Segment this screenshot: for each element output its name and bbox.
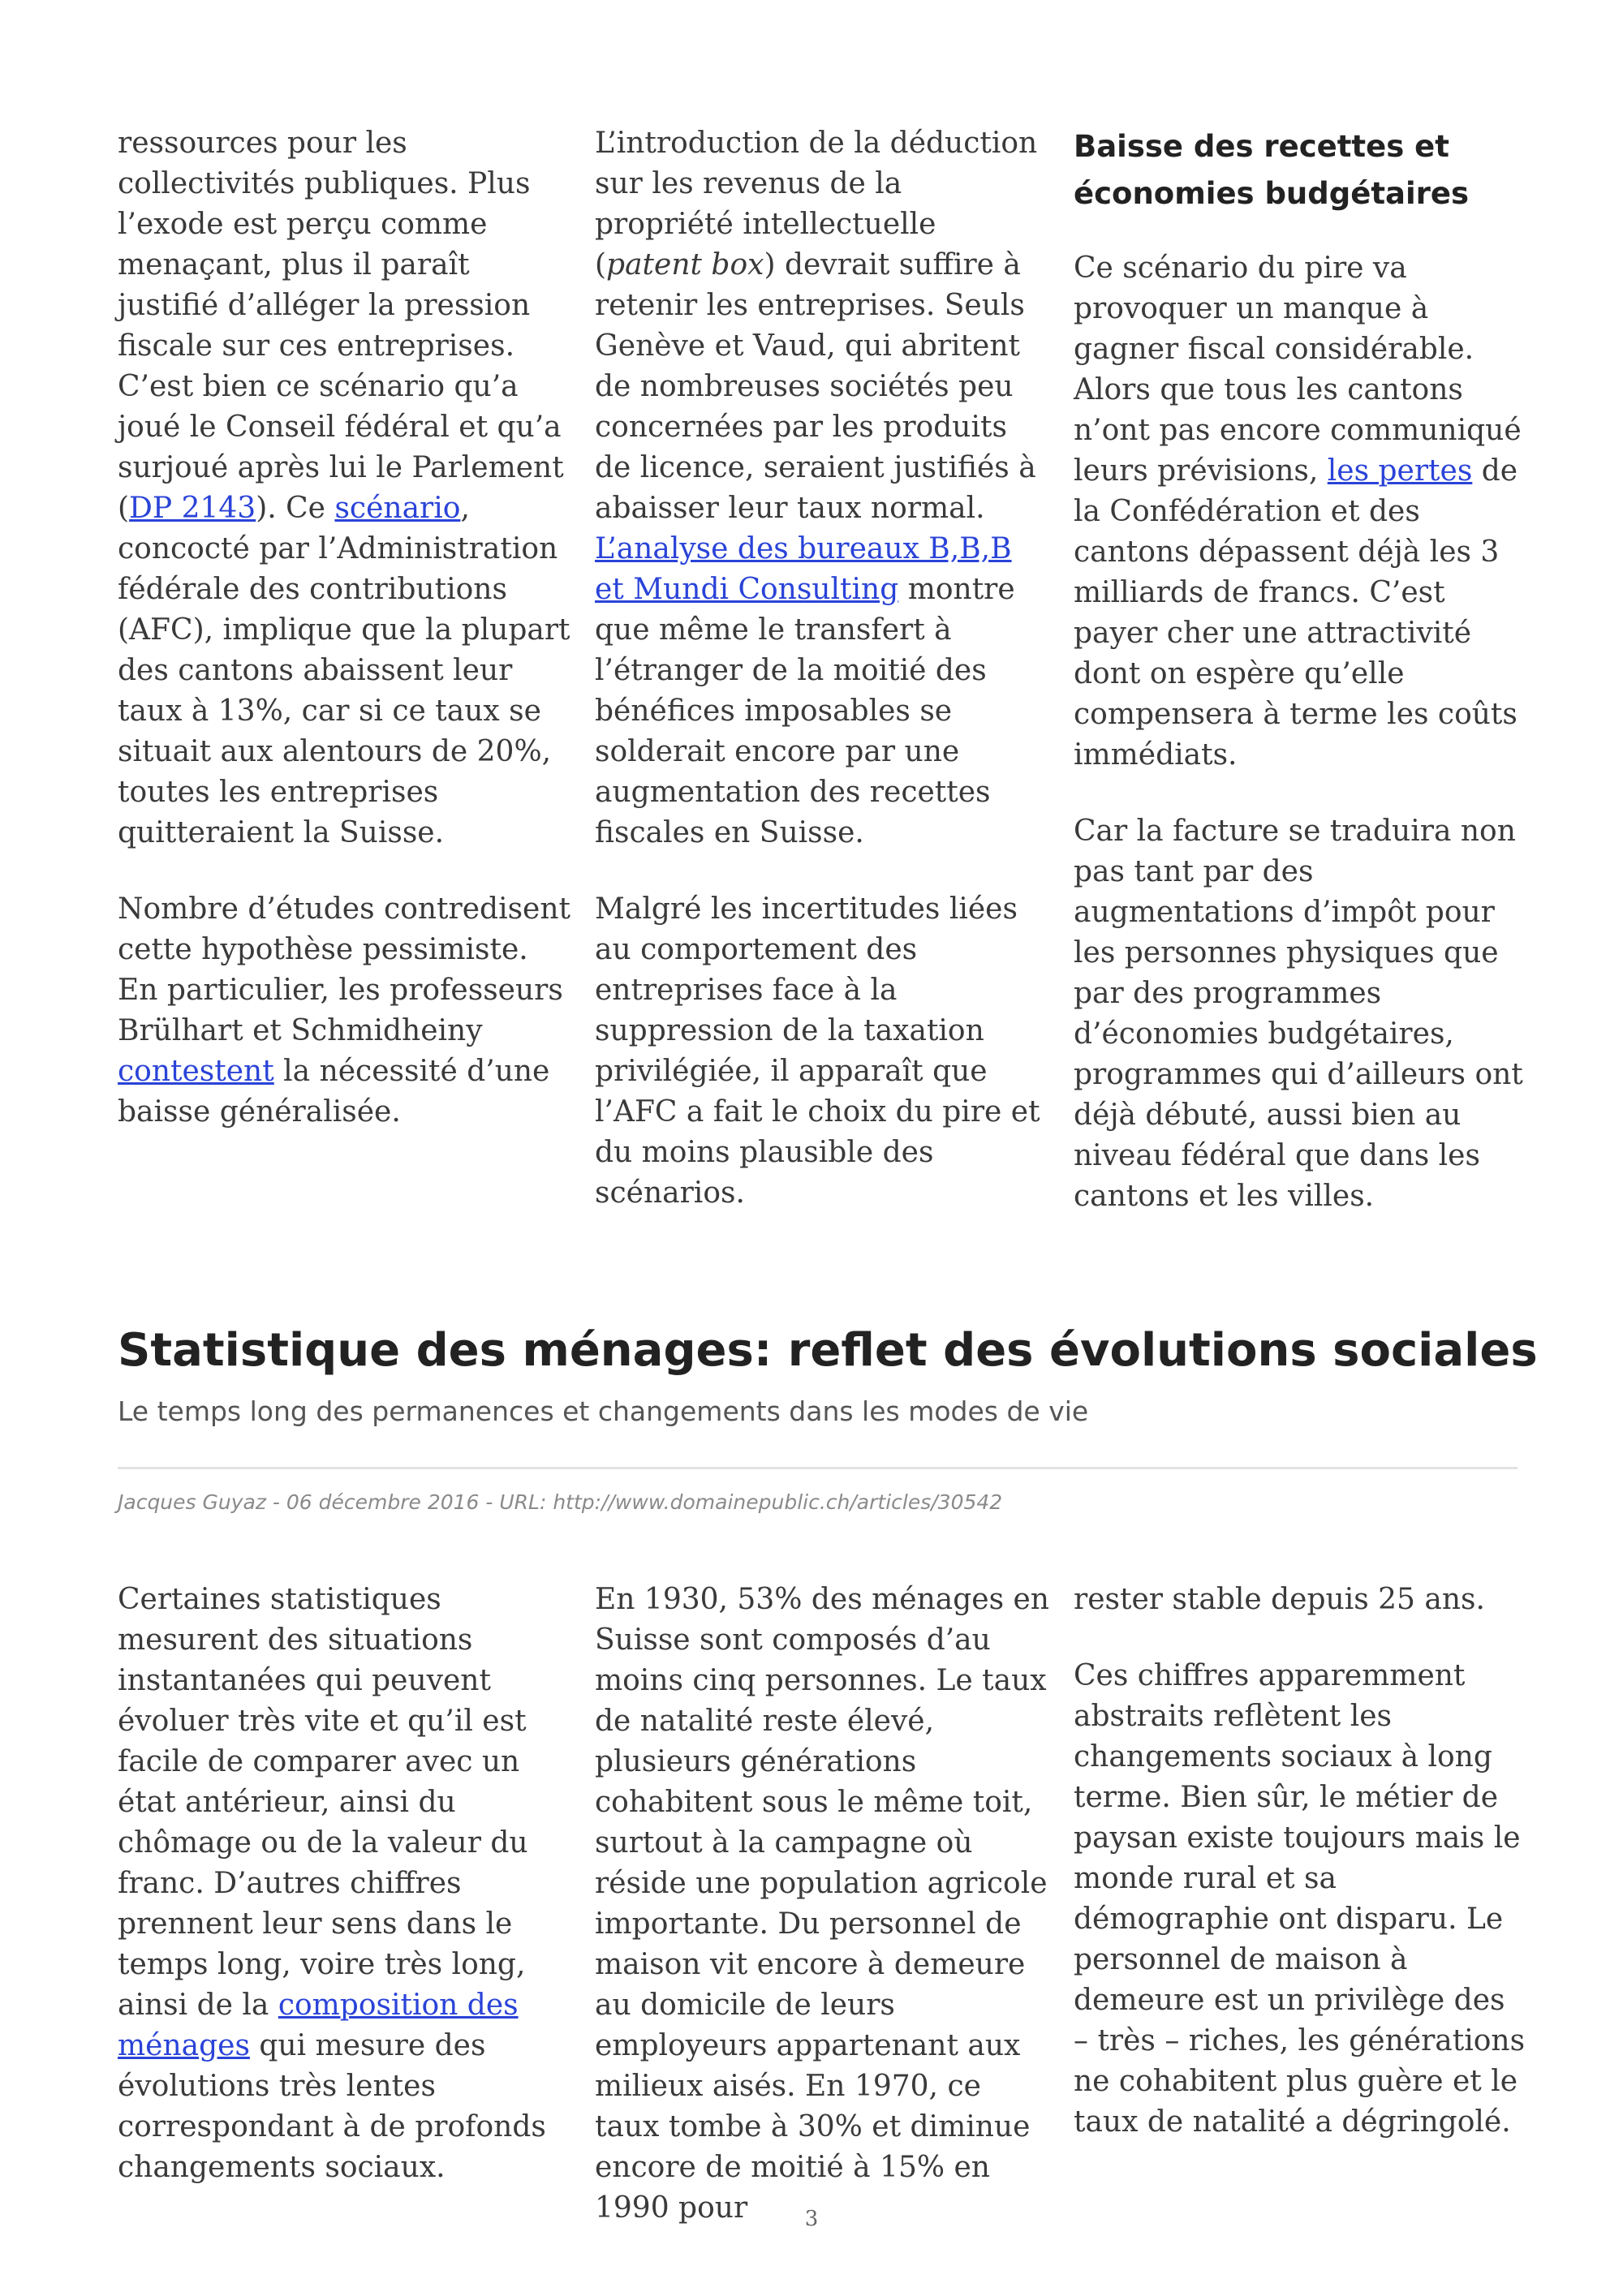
- text-run: qui mesure des évolutions très lentes correspondant à de profonds changements sociaux.: [118, 2029, 546, 2184]
- article2-col3-paragraph-2: Ces chiffres apparemment abstraits reflètent les changements sociaux à long terme. Bien sûr, le métier de paysan existe toujours mais le monde rural et sa démographie ont disparu. Le personnel de maison à demeure est un privilège des – très – riches, les générations ne cohabitent plus guère et le taux de natalité a dégringolé.: [1074, 1659, 1526, 2139]
- article1-col2-paragraph-2: Malgré les incertitudes liées au comportement des entreprises face à la suppression de la taxation privilégiée, il apparaît que l’AFC a fait le choix du pire et du moins plausible des scénarios.: [595, 892, 1040, 1210]
- article1-col2-paragraph-1: [595, 123, 1049, 853]
- text-run: de la Confédération et des cantons dépassent déjà les 3 milliards de francs. C’est payer cher une attractivité dont on espère qu’elle compensera à terme les coûts immédiats.: [1074, 454, 1518, 772]
- section-heading: Baisse des recettes et économies budgétaires: [1074, 129, 1470, 211]
- text-run: montre que même le transfert à l’étranger de la moitié des bénéfices imposables se solderait encore par une augmentation des recettes fiscales en Suisse.: [595, 573, 1015, 849]
- article1-column-3: [1074, 123, 1528, 1217]
- page-number: 3: [804, 2207, 819, 2231]
- article2-column-2: [595, 1580, 1049, 2229]
- article1-col3-paragraph-1: [1074, 248, 1528, 776]
- article-title: Statistique des ménages: reflet des évolutions sociales: [118, 1324, 1538, 1377]
- text-run: la nécessité d’une baisse généralisée.: [118, 1055, 550, 1129]
- article1-col3-paragraph-2: Car la facture se traduira non pas tant par des augmentations d’impôt pour les personnes physiques que par des programmes d’économies budgétaires, programmes qui d’ailleurs ont déjà débuté, aussi bien au niveau fédéral que dans les cantons et les villes.: [1074, 815, 1523, 1213]
- emphasis-patent-box: patent box: [606, 248, 764, 282]
- link-composition-des-menages[interactable]: composition des ménages: [118, 1989, 519, 2062]
- link-dp-2143[interactable]: DP 2143: [129, 492, 256, 525]
- text-run: Certaines statistiques mesurent des situations instantanées qui peuvent évoluer très vite et qu’il est facile de comparer avec un état antérieur, ainsi du chômage ou de la valeur du franc. D’autres chiffres prennent leur sens dans le temps long, voire très long, ainsi de la: [118, 1583, 528, 2022]
- text-run: ressources pour les collectivités publiques. Plus l’exode est perçu comme menaçant, plus il paraît justifié d’alléger la pression fiscale sur ces entreprises. C’est bien ce scénario qu’a joué le Conseil fédéral et qu’a surjoué après lui le Parlement (: [118, 127, 564, 525]
- link-analyse-bureaux[interactable]: L’analyse des bureaux B,B,B et Mundi Consulting: [595, 532, 1012, 606]
- link-contestent[interactable]: contestent: [118, 1055, 274, 1088]
- article1-column-2: [595, 123, 1049, 1214]
- article2-col2-paragraph: En 1930, 53% des ménages en Suisse sont composés d’au moins cinq personnes. Le taux de natalité reste élevé, plusieurs générations cohabitent sous le même toit, surtout à la campagne où réside une population agricole importante. Du personnel de maison vit encore à demeure au domicile de leurs employeurs appartenant aux milieux aisés. En 1970, ce taux tombe à 30% et diminue encore de moitié à 15% en 1990 pour: [595, 1583, 1049, 2225]
- text-run: ) devrait suffire à retenir les entreprises. Seuls Genève et Vaud, qui abritent de nombreuses sociétés peu concernées par les produits de licence, seraient justifiés à abaisser leur taux normal.: [595, 248, 1036, 525]
- article2-col3-paragraph-1: rester stable depuis 25 ans.: [1074, 1583, 1485, 1616]
- article-meta: Jacques Guyaz - 06 décembre 2016 - URL: http://www.domainepublic.ch/articles/30542: [118, 1490, 1003, 1514]
- text-run: L’introduction de la déduction sur les revenus de la propriété intellectuelle (: [595, 127, 1038, 282]
- article2-column-3: [1074, 1580, 1528, 2143]
- article1-col1-paragraph-1: [118, 123, 572, 853]
- article-subtitle: Le temps long des permanences et changements dans les modes de vie: [118, 1395, 1089, 1427]
- link-scenario[interactable]: scénario: [334, 492, 461, 525]
- article1-column-1: [118, 123, 572, 1133]
- text-run: , concocté par l’Administration fédérale des contributions (AFC), implique que la plupart des cantons abaissent leur taux à 13%, car si ce taux se situait aux alentours de 20%, toutes les entreprises quitteraient la Suisse.: [118, 492, 570, 849]
- text-run: Nombre d’études contredisent cette hypothèse pessimiste. En particulier, les professeurs Brülhart et Schmidheiny: [118, 892, 571, 1047]
- text-run: Ce scénario du pire va provoquer un manque à gagner fiscal considérable. Alors que tous les cantons n’ont pas encore communiqué leurs prévisions,: [1074, 252, 1522, 488]
- link-les-pertes[interactable]: les pertes: [1327, 454, 1473, 488]
- divider: [118, 1467, 1518, 1469]
- article2-col1-paragraph: [118, 1580, 572, 2188]
- article1-col1-paragraph-2: [118, 889, 572, 1133]
- article2-column-1: [118, 1580, 572, 2188]
- text-run: ). Ce: [256, 492, 335, 525]
